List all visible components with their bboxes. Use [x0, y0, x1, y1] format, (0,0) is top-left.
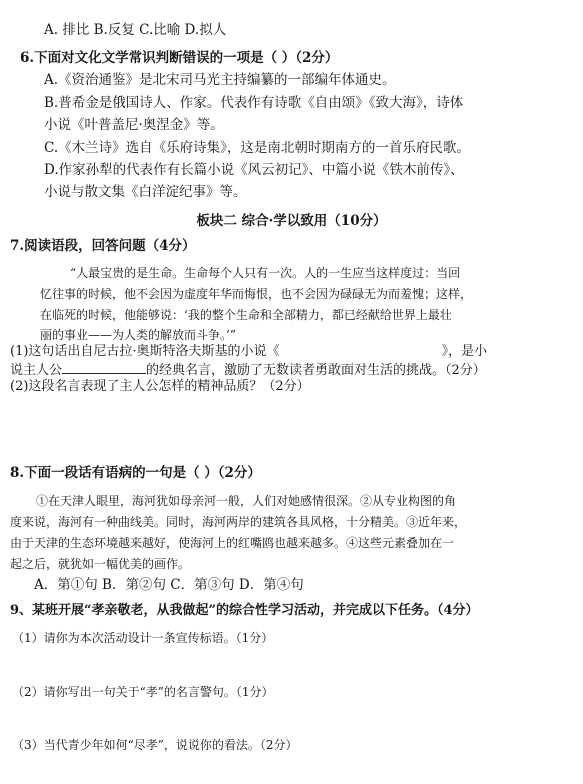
- section-title: 板块二 综合·学以致用（10分）: [196, 213, 387, 229]
- q7-sub1-text-c: 说主人公: [10, 363, 63, 378]
- q7-passage-line3: 在临死的时候，他能够说：‘我的整个生命和全部精力，都已经献给世界上最壮: [40, 308, 452, 322]
- q7-passage-line1: “人最宝贵的是生命。生命每个人只有一次。人的一生应当这样度过：当回: [70, 266, 461, 280]
- q7-sub1-line1: [10, 344, 487, 360]
- q9-task1: （1）请你为本次活动设计一条宣传标语。（1分）: [12, 631, 274, 645]
- q7-stem: 7.阅读语段，回答问题（4分）: [10, 238, 196, 254]
- q7-sub1-text-a: (1)这句话出自尼古拉·奥斯特洛夫斯基的小说《: [10, 344, 280, 359]
- q7-sub1-text-d: 的经典名言，激励了无数读者勇敢面对生活的挑战。（2分）: [146, 363, 486, 378]
- q7-sub1-text-b: 》，是小: [441, 344, 488, 359]
- q6-option-d-line2: 小说与散文集《白洋淀纪事》等。: [44, 184, 247, 200]
- q6-option-b-line2: 小说《叶普盖尼·奥涅金》等。: [44, 117, 224, 133]
- q6-option-a: A.《资治通鉴》是北宋司马光主持编纂的一部编年体通史。: [44, 72, 396, 88]
- q9-task2: （2）请你写出一句关于“孝”的名言警句。（1分）: [12, 685, 274, 699]
- q7-sub1-line2: [10, 361, 486, 379]
- q8-para-line4: 起之后，就犹如一幅优美的画作。: [10, 557, 191, 571]
- q7-passage-line4: 丽的事业——为人类的解放而斗争。’”: [40, 328, 236, 342]
- q8-para-line3: 由于天津的生态环境越来越好，使海河上的红嘴鸥也越来越多。④这些元素叠加在一: [10, 536, 455, 550]
- q7-sub2: (2)这段名言表现了主人公怎样的精神品质？（2分）: [10, 379, 310, 394]
- q6-option-b-line1: B.普希金是俄国诗人、作家。代表作有诗歌《自由颂》《致大海》，诗体: [44, 95, 464, 111]
- q8-para-line2: 度来说，海河有一种曲线美。同时，海河两岸的建筑各具风格，十分精美。③近年来，: [10, 515, 467, 529]
- q5-options: A. 排比 B.反复 C.比喻 D.拟人: [44, 22, 227, 38]
- q7-protagonist-blank[interactable]: [62, 361, 146, 374]
- q6-stem: 6.下面对文化文学常识判断错误的一项是（ ）（2分）: [20, 50, 339, 66]
- q9-task3: （3）当代青少年如何“尽孝”，说说你的看法。（2分）: [12, 738, 298, 752]
- q8-options: A．第①句 B．第②句 C．第③句 D．第④句: [34, 577, 304, 593]
- q6-option-d-line1: D.作家孙犁的代表作有长篇小说《风云初记》、中篇小说《铁木前传》、: [44, 162, 464, 178]
- q6-option-c: C.《木兰诗》选自《乐府诗集》，这是南北朝时期南方的一首乐府民歌。: [44, 140, 470, 156]
- q7-passage-line2: 忆往事的时候，他不会因为虚度年华而悔恨，也不会因为碌碌无为而羞愧；这样，: [40, 287, 473, 301]
- q8-stem: 8.下面一段话有语病的一句是（ ）（2分）: [10, 465, 261, 481]
- q9-stem: 9、某班开展“孝亲敬老，从我做起”的综合性学习活动，并完成以下任务。（4分）: [10, 603, 479, 618]
- q8-para-line1: ①在天津人眼里，海河犹如母亲河一般，人们对她感情很深。②从专业构图的角: [36, 494, 457, 508]
